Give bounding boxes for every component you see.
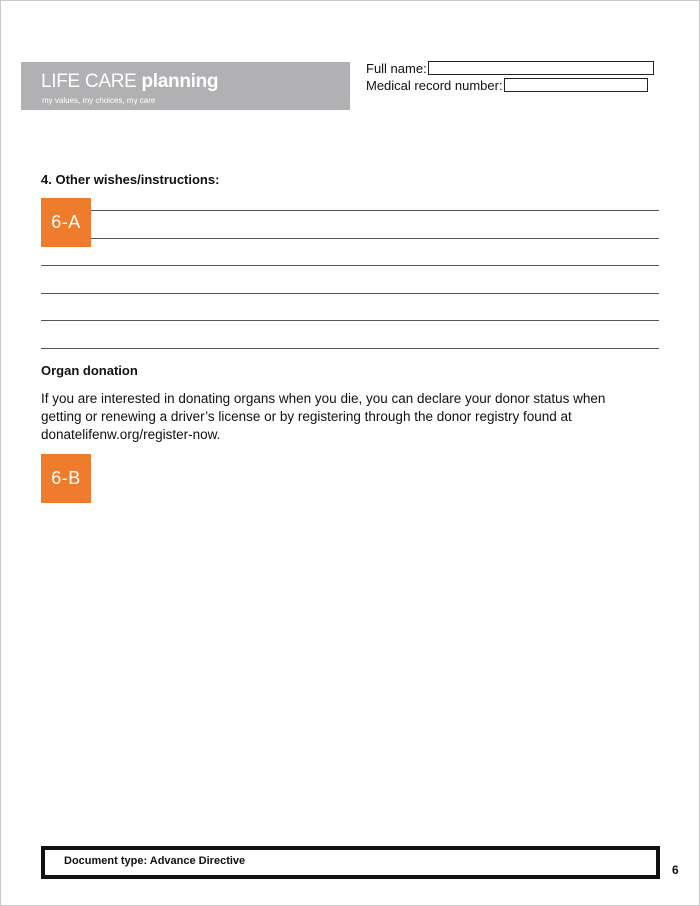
document-type-label: Document type: Advance Directive xyxy=(64,855,246,867)
full-name-field[interactable] xyxy=(428,61,654,75)
writing-line[interactable] xyxy=(41,293,659,294)
page-number: 6 xyxy=(672,863,679,877)
brand-title xyxy=(41,71,218,93)
other-wishes-heading: 4. Other wishes/instructions: xyxy=(41,172,220,187)
writing-line[interactable] xyxy=(91,210,659,211)
brand-tagline: my values, my choices, my care xyxy=(42,96,156,105)
mrn-field[interactable] xyxy=(504,78,648,92)
writing-line[interactable] xyxy=(41,265,659,266)
writing-line[interactable] xyxy=(41,348,659,349)
brand-banner xyxy=(21,62,350,110)
document-type-box xyxy=(41,846,660,879)
full-name-label: Full name: xyxy=(366,61,427,76)
brand-title-light: LIFE CARE xyxy=(41,71,142,92)
full-name-row xyxy=(366,61,654,76)
section-badge-6a: 6-A xyxy=(41,198,91,247)
organ-donation-text: If you are interested in donating organs when you die, you can declare your donor status when getting or renewing a driver’s license or by registering through the donor registry found at donatelifenw.org/register-now. xyxy=(41,391,606,442)
section-badge-6b: 6-B xyxy=(41,454,91,503)
organ-donation-heading: Organ donation xyxy=(41,363,138,378)
mrn-row xyxy=(366,78,648,93)
writing-line[interactable] xyxy=(41,320,659,321)
brand-title-bold: planning xyxy=(141,71,219,92)
mrn-label: Medical record number: xyxy=(366,78,503,93)
writing-line[interactable] xyxy=(91,238,659,239)
